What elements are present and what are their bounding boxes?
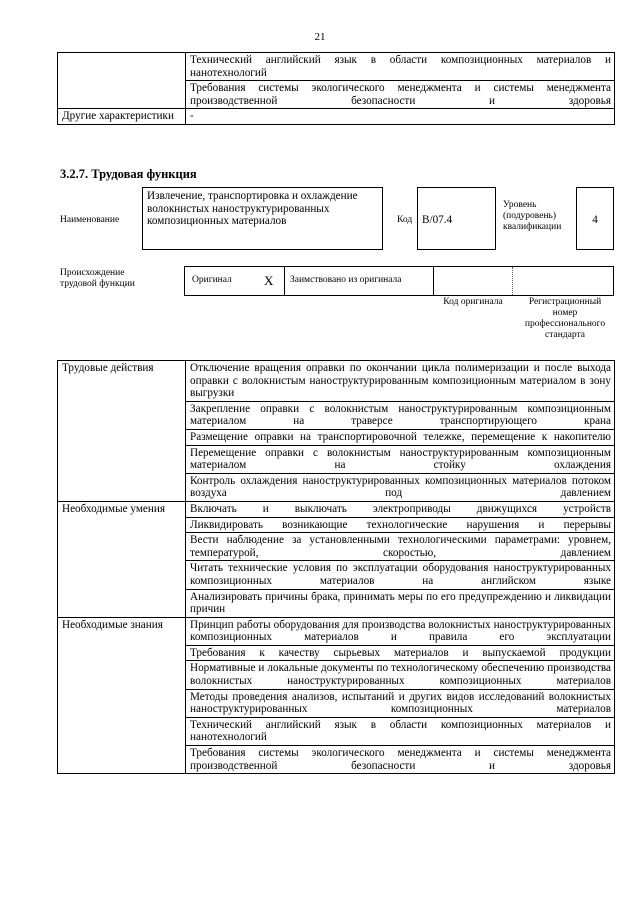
- group-label: Трудовые действия: [58, 361, 186, 502]
- code-original-caption: Код оригинала: [443, 297, 503, 307]
- code-original-cell: [434, 267, 513, 295]
- level-label: Уровень (подуровень) квалификации: [503, 200, 562, 232]
- origin-label: Происхождение трудовой функции: [60, 268, 135, 289]
- list-item: Технический английский язык в области композиционных материалов и нанотехнологий: [186, 717, 615, 745]
- list-item: Читать технические условия по эксплуатации оборудования наноструктурированных композиционных материалов на английском языке: [186, 561, 615, 589]
- list-item: Требования к качеству сырьевых материалов и выпускаемой продукции: [186, 645, 615, 661]
- row-label: [58, 53, 186, 109]
- list-item: Принцип работы оборудования для производства волокнистых наноструктурированных композиционных материалов и правила его эксплуатации: [186, 617, 615, 645]
- borrowed-label: Заимствовано из оригинала: [290, 275, 402, 285]
- list-item: Требования системы экологического менеджмента и системы менеджмента производственной безопасности и здоровья: [186, 746, 615, 774]
- group-label: Необходимые умения: [58, 501, 186, 617]
- table-row: [58, 109, 615, 125]
- table-row: [58, 361, 615, 402]
- reg-number-cell: [513, 267, 613, 295]
- table-row: [58, 53, 615, 81]
- code-value: B/07.4: [417, 187, 496, 250]
- origin-box: [184, 266, 614, 296]
- table-row: [58, 617, 615, 645]
- row-label: Другие характеристики: [58, 109, 186, 125]
- list-item: Ликвидировать возникающие технологические нарушения и перерывы: [186, 517, 615, 533]
- code-label: Код: [397, 215, 413, 225]
- list-item: Отключение вращения оправки по окончании цикла полимеризации и после выхода оправки с волокнистым наноструктурированным композиционным материалом в зону выгрузки: [186, 361, 615, 402]
- original-label: Оригинал: [192, 275, 232, 285]
- functions-table: [57, 360, 615, 774]
- name-value: Извлечение, транспортировка и охлаждение волокнистых наноструктурированных композиционных материалов: [142, 187, 383, 250]
- list-item: Вести наблюдение за установленными технологическими параметрами: уровнем, температурой, скоростью, давлением: [186, 533, 615, 561]
- table-cell: Технический английский язык в области композиционных материалов и нанотехнологий: [186, 53, 615, 81]
- page-number: 21: [314, 31, 326, 43]
- list-item: Методы проведения анализов, испытаний и других видов исследований волокнистых наноструктурированных композиционных материалов: [186, 689, 615, 717]
- list-item: Включать и выключать электроприводы движущихся устройств: [186, 501, 615, 517]
- section-title: 3.2.7. Трудовая функция: [60, 167, 197, 181]
- table-row: [58, 501, 615, 517]
- list-item: Перемещение оправки с волокнистым наноструктурированным композиционным материалом на стойку охлаждения: [186, 445, 615, 473]
- table-cell: Требования системы экологического менеджмента и системы менеджмента производственной безопасности и здоровья: [186, 81, 615, 109]
- table-cell: -: [186, 109, 615, 125]
- original-mark: X: [264, 273, 274, 288]
- list-item: Закрепление оправки с волокнистым наноструктурированным композиционным материалом на траверсе транспортирующего крана: [186, 401, 615, 429]
- list-item: Анализировать причины брака, принимать меры по его предупреждению и ликвидации причин: [186, 589, 615, 617]
- list-item: Размещение оправки на транспортировочной тележке, перемещение к накопителю: [186, 429, 615, 445]
- level-value: 4: [576, 187, 614, 250]
- list-item: Контроль охлаждения наноструктурированных композиционных материалов потоком воздуха под давлением: [186, 473, 615, 501]
- name-label: Наименование: [60, 215, 120, 225]
- group-label: Необходимые знания: [58, 617, 186, 774]
- top-table: [57, 52, 615, 125]
- list-item: Нормативные и локальные документы по технологическому обеспечению производства волокнистых наноструктурированных композиционных материалов: [186, 661, 615, 689]
- reg-number-caption: Регистрационный номер профессионального стандарта: [524, 297, 606, 340]
